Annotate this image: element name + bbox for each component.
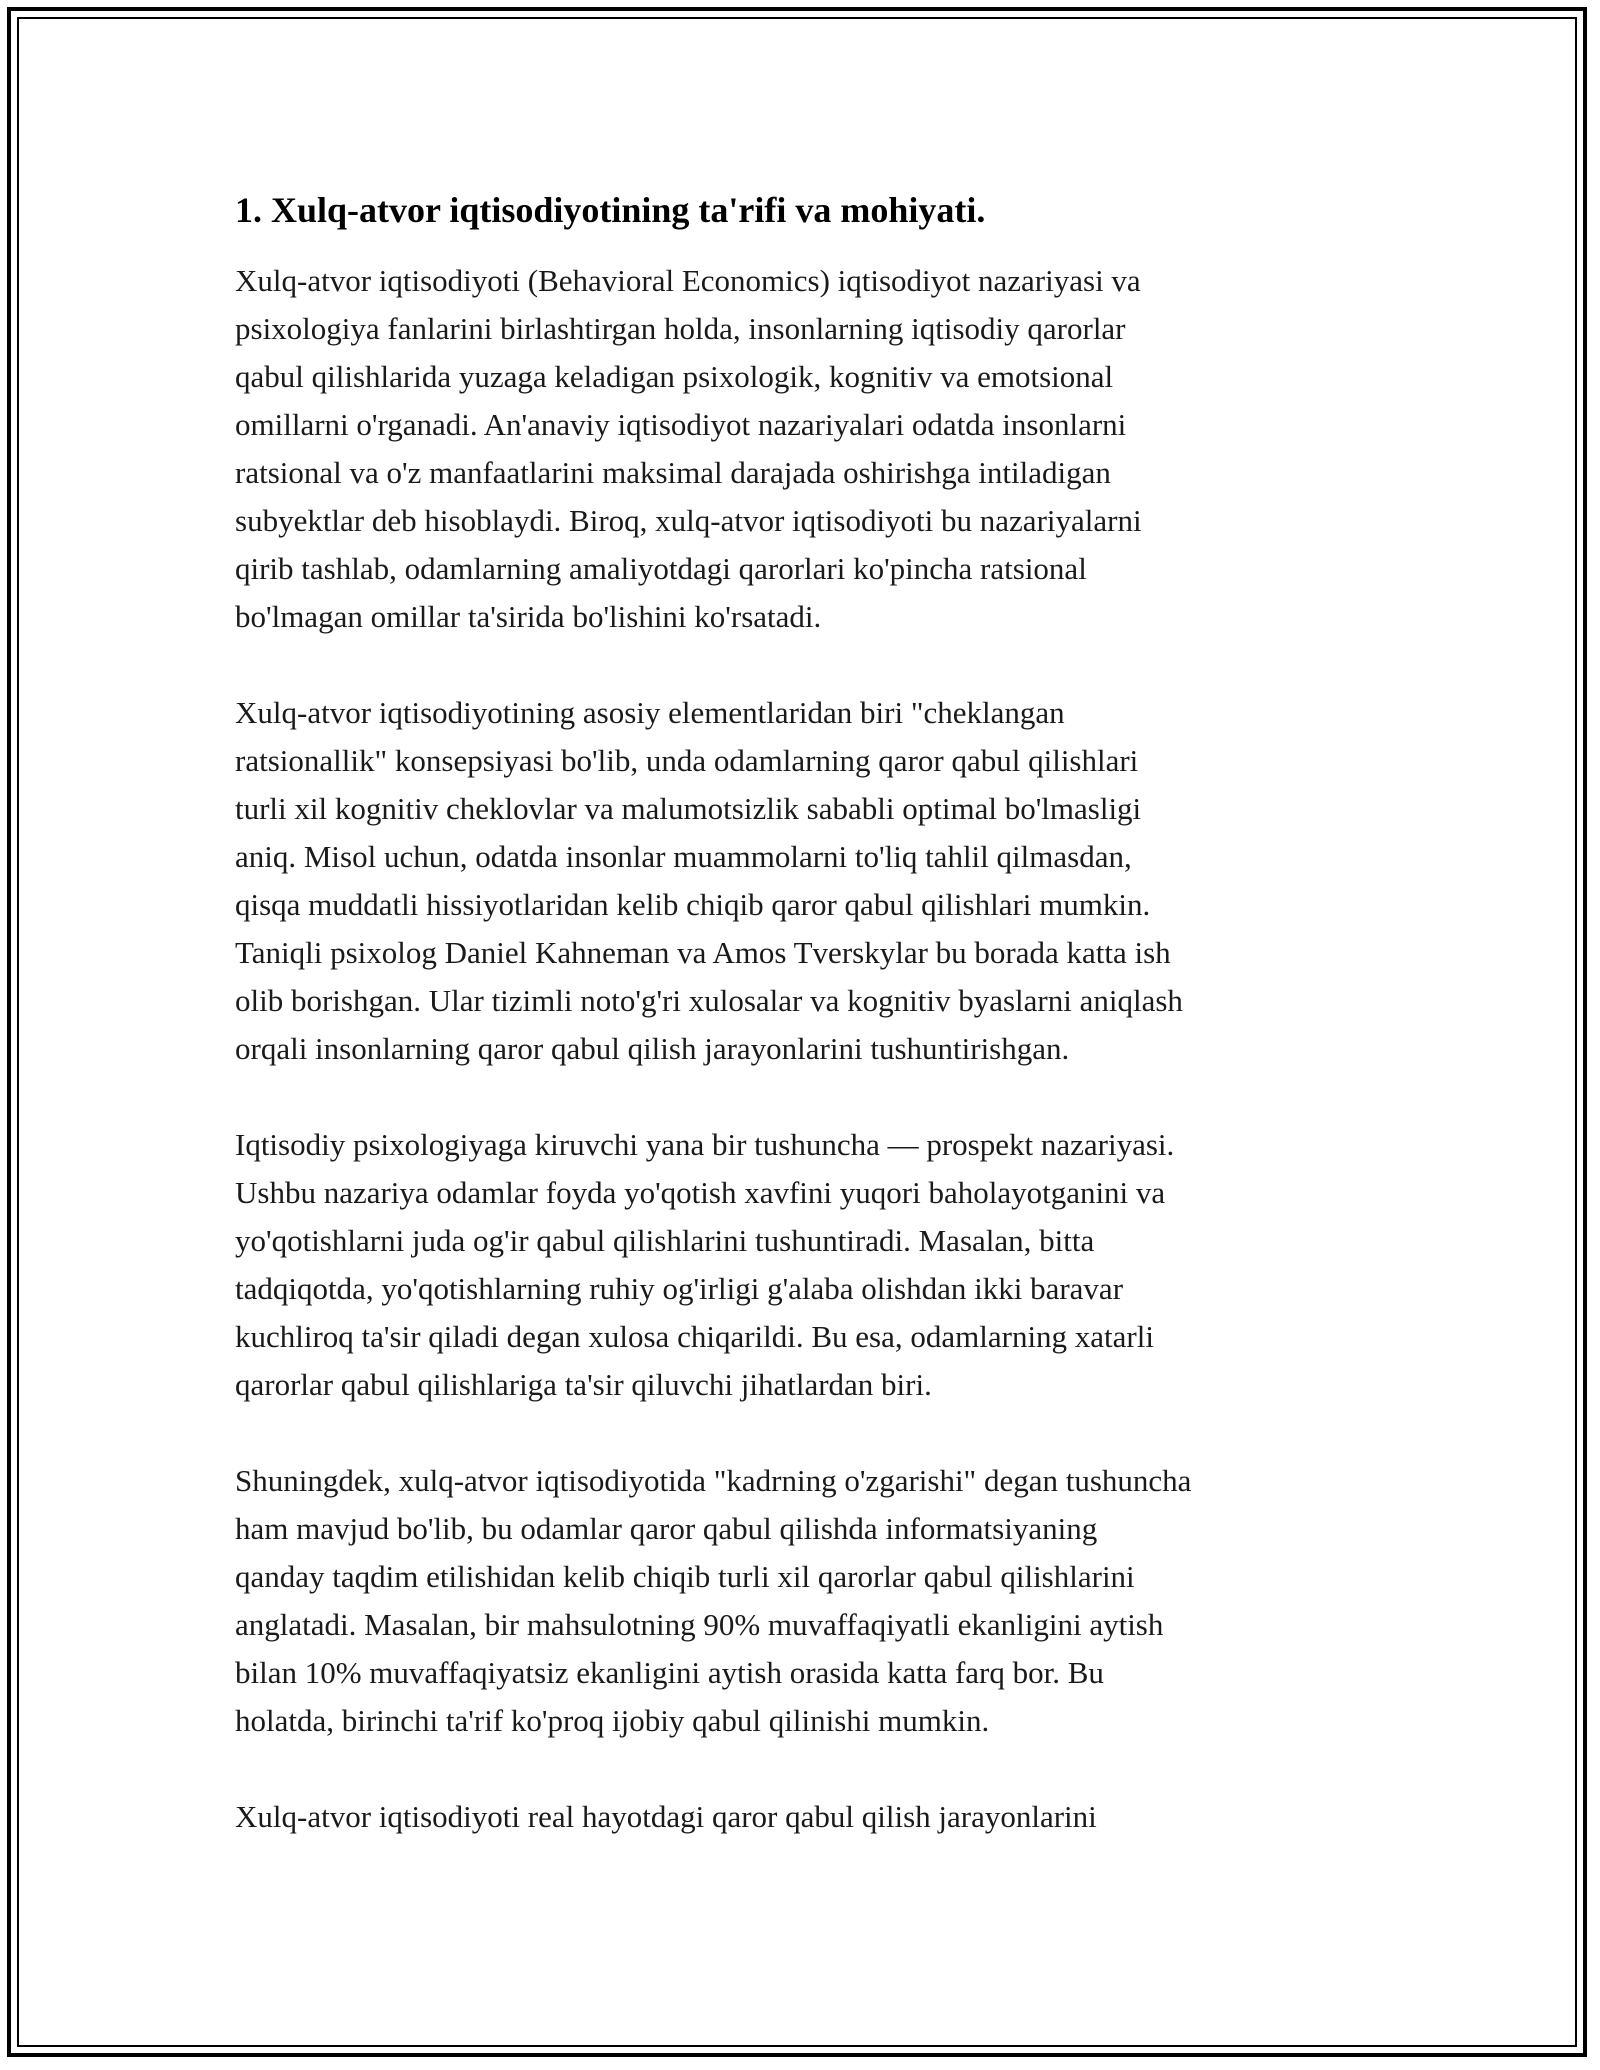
text-line: omillarni o'rganadi. An'anaviy iqtisodiyot nazariyalari odatda insonlarni xyxy=(235,407,1127,442)
paragraph-1 xyxy=(235,257,1375,641)
text-line: anglatadi. Masalan, bir mahsulotning 90% muvaffaqiyatli ekanligini aytish xyxy=(235,1607,1164,1642)
text-line: bilan 10% muvaffaqiyatsiz ekanligini aytish orasida katta farq bor. Bu xyxy=(235,1655,1104,1690)
text-line: aniq. Misol uchun, odatda insonlar muammolarni to'liq tahlil qilmasdan, xyxy=(235,839,1132,874)
text-line: ratsionallik" konsepsiyasi bo'lib, unda odamlarning qaror qabul qilishlari xyxy=(235,743,1139,778)
section-heading: 1. Xulq-atvor iqtisodiyotining ta'rifi va mohiyati. xyxy=(235,190,986,230)
text-line: subyektlar deb hisoblaydi. Biroq, xulq-atvor iqtisodiyoti bu nazariyalarni xyxy=(235,503,1142,538)
text-line: Iqtisodiy psixologiyaga kiruvchi yana bir tushuncha — prospekt nazariyasi. xyxy=(235,1127,1175,1162)
text-line: Xulq-atvor iqtisodiyoti real hayotdagi qaror qabul qilish jarayonlarini xyxy=(235,1799,1097,1834)
text-line: qirib tashlab, odamlarning amaliyotdagi qarorlari ko'pincha ratsional xyxy=(235,551,1087,586)
text-line: qanday taqdim etilishidan kelib chiqib turli xil qarorlar qabul qilishlarini xyxy=(235,1559,1135,1594)
text-line: Xulq-atvor iqtisodiyoti (Behavioral Economics) iqtisodiyot nazariyasi va xyxy=(235,263,1141,298)
text-line: tadqiqotda, yo'qotishlarning ruhiy og'irligi g'alaba olishdan ikki baravar xyxy=(235,1271,1124,1306)
text-line: Ushbu nazariya odamlar foyda yo'qotish xavfini yuqori baholayotganini va xyxy=(235,1175,1166,1210)
text-line: holatda, birinchi ta'rif ko'proq ijobiy qabul qilinishi mumkin. xyxy=(235,1703,990,1738)
text-line: Xulq-atvor iqtisodiyotining asosiy elementlaridan biri "cheklangan xyxy=(235,695,1065,730)
text-line: yo'qotishlarni juda og'ir qabul qilishlarini tushuntiradi. Masalan, bitta xyxy=(235,1223,1095,1258)
text-line: qisqa muddatli hissiyotlaridan kelib chiqib qaror qabul qilishlari mumkin. xyxy=(235,887,1151,922)
text-line: ratsional va o'z manfaatlarini maksimal darajada oshirishga intiladigan xyxy=(235,455,1111,490)
text-line: qabul qilishlarida yuzaga keladigan psixologik, kognitiv va emotsional xyxy=(235,359,1114,394)
paragraph-5 xyxy=(235,1793,1375,1841)
paragraph-4 xyxy=(235,1457,1375,1745)
paragraph-2 xyxy=(235,689,1375,1073)
text-line: Taniqli psixolog Daniel Kahneman va Amos Tverskylar bu borada katta ish xyxy=(235,935,1171,970)
text-line: olib borishgan. Ular tizimli noto'g'ri xulosalar va kognitiv byaslarni aniqlash xyxy=(235,983,1183,1018)
text-line: qarorlar qabul qilishlariga ta'sir qiluvchi jihatlardan biri. xyxy=(235,1367,932,1402)
document-body xyxy=(235,188,1375,1889)
paragraph-3 xyxy=(235,1121,1375,1409)
text-line: orqali insonlarning qaror qabul qilish jarayonlarini tushuntirishgan. xyxy=(235,1031,1070,1066)
text-line: ham mavjud bo'lib, bu odamlar qaror qabul qilishda informatsiyaning xyxy=(235,1511,1098,1546)
text-line: turli xil kognitiv cheklovlar va malumotsizlik sababli optimal bo'lmasligi xyxy=(235,791,1142,826)
text-line: Shuningdek, xulq-atvor iqtisodiyotida "kadrning o'zgarishi" degan tushuncha xyxy=(235,1463,1192,1498)
text-line: psixologiya fanlarini birlashtirgan holda, insonlarning iqtisodiy qarorlar xyxy=(235,311,1126,346)
text-line: kuchliroq ta'sir qiladi degan xulosa chiqarildi. Bu esa, odamlarning xatarli xyxy=(235,1319,1154,1354)
text-line: bo'lmagan omillar ta'sirida bo'lishini ko'rsatadi. xyxy=(235,599,822,634)
